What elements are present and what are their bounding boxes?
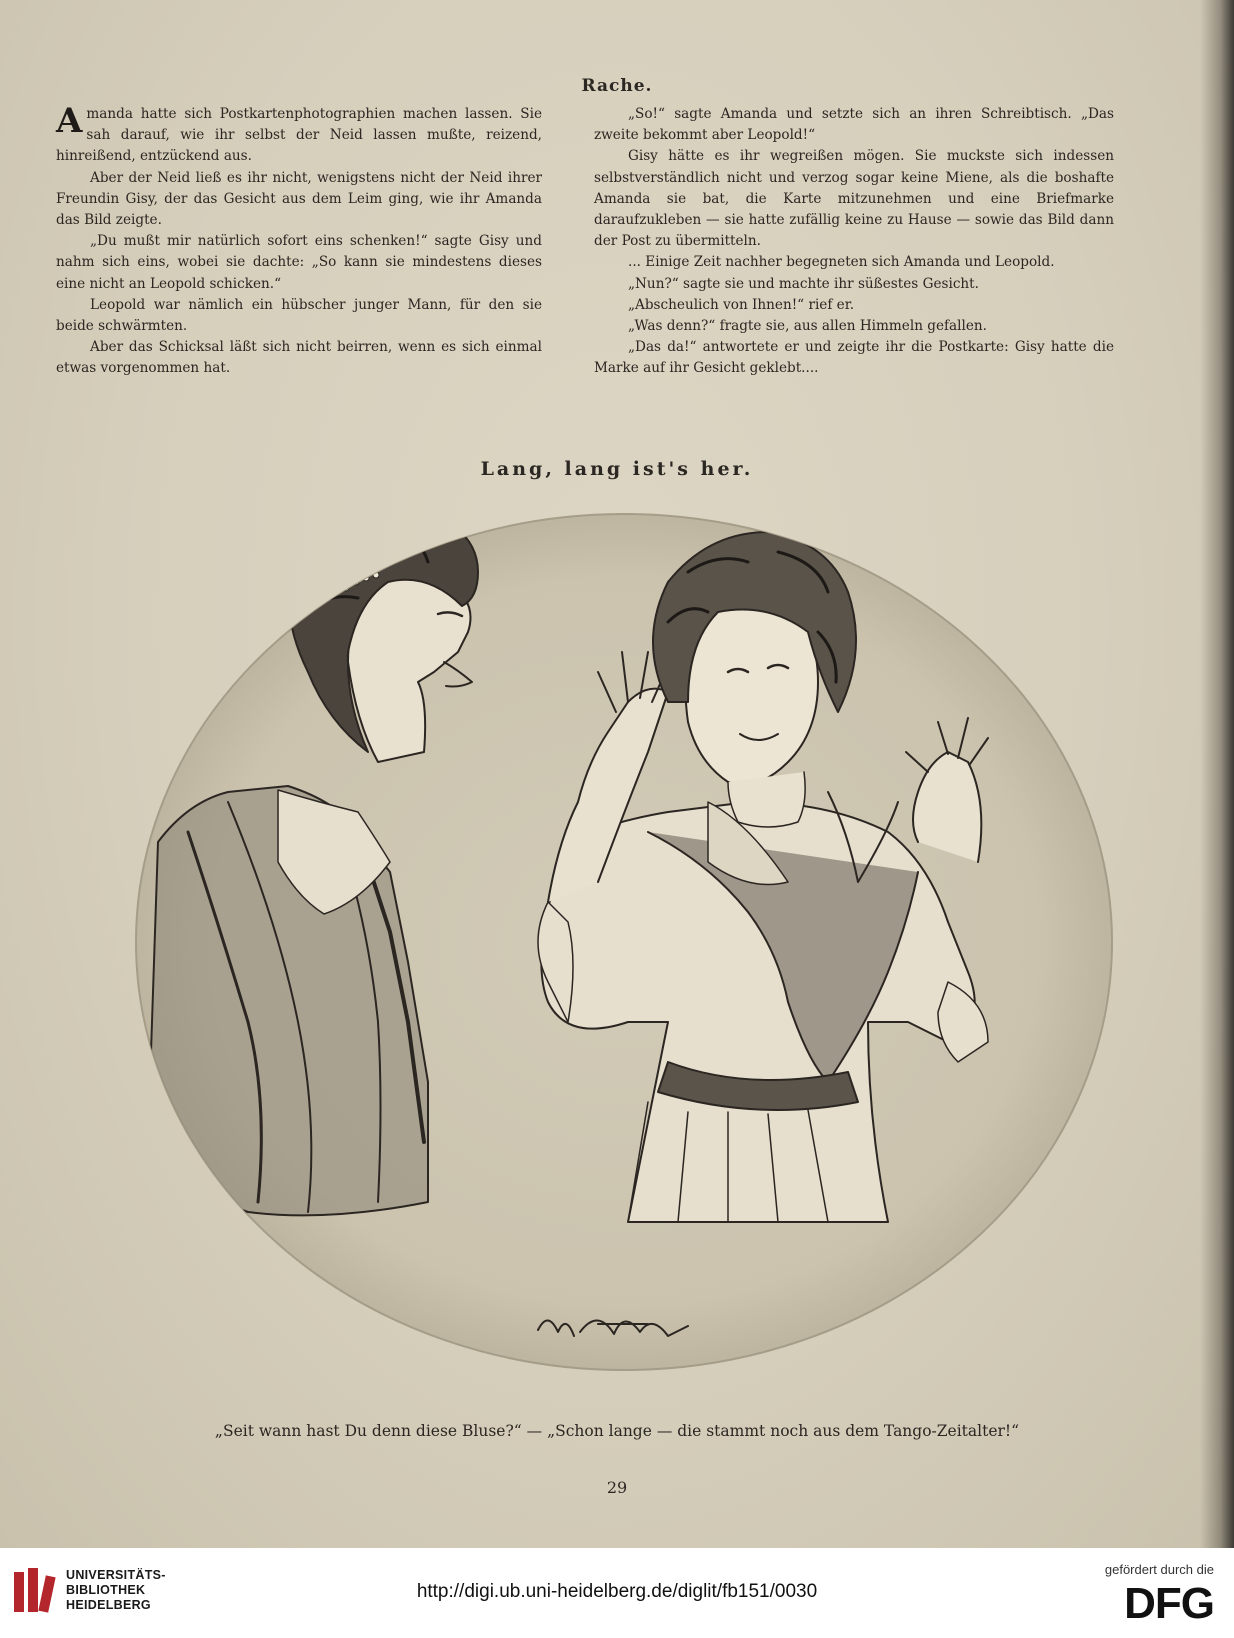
library-name-line: UNIVERSITÄTS-: [66, 1568, 166, 1582]
column-right: [594, 104, 1114, 380]
paragraph: „Das da!“ antwortete er und zeigte ihr die Postkarte: Gisy hatte die Marke auf ihr Gesicht geklebt....: [594, 339, 1114, 377]
paragraph: Aber der Neid ließ es ihr nicht, wenigstens nicht der Neid ihrer Freundin Gisy, der das Gesicht aus dem Leim ging, wie ihr Amanda das Bild zeigte.: [56, 169, 542, 229]
paragraph: ... Einige Zeit nachher begegneten sich Amanda und Leopold.: [628, 254, 1055, 271]
cartoon-title: Lang, lang ist's her.: [480, 458, 754, 480]
dfg-logo: DFG: [1124, 1579, 1214, 1628]
drop-cap: A: [56, 101, 83, 141]
paragraph: [56, 101, 542, 168]
paragraph: Gisy hätte es ihr wegreißen mögen. Sie muckste sich indessen selbstverständlich nicht und verzog sogar keine Miene, als die boshafte Amanda sie bat, die Karte mitzunehmen und eine Briefmarke daraufzukleben — sie hatte zufällig keine zu Hause — sowie das Bild dann der Post zu übermitteln.: [594, 148, 1114, 250]
paragraph: „Abscheulich von Ihnen!“ rief er.: [628, 296, 855, 313]
page-edge-shadow: [1200, 0, 1234, 1548]
funder-label: gefördert durch die: [1104, 1562, 1214, 1577]
library-name-line: BIBLIOTHEK: [66, 1583, 146, 1597]
paragraph: Leopold war nämlich ein hübscher junger Mann, für den sie beide schwärmten.: [56, 296, 542, 335]
paragraph: „Du mußt mir natürlich sofort eins schenken!“ sagte Gisy und nahm sich eins, wobei sie dachte: „So kann sie mindestens dieses eine nicht an Leopold schicken.“: [56, 233, 542, 292]
funder-block: [1064, 1562, 1214, 1629]
paragraph: Aber das Schicksal läßt sich nicht beirren, wenn es sich einmal etwas vorgenommen hat.: [56, 339, 542, 377]
paragraph: „Nun?“ sagte sie und machte ihr süßestes Gesicht.: [628, 275, 979, 292]
paragraph: „So!“ sagte Amanda und setzte sich an ihren Schreibtisch. „Das zweite bekommt aber Leopold!“: [594, 106, 1114, 144]
cartoon-caption: „Seit wann hast Du denn diese Bluse?“ — „Schon lange — die stammt noch aus dem Tango-Zeitalter!“: [214, 1422, 1020, 1440]
story-title: Rache.: [581, 76, 653, 96]
permalink-url[interactable]: http://digi.ub.uni-heidelberg.de/diglit/fb151/0030: [416, 1581, 818, 1602]
paragraph: „Was denn?“ fragte sie, aus allen Himmeln gefallen.: [628, 318, 987, 335]
column-left: [56, 101, 542, 380]
footer-bar: [0, 1548, 1234, 1638]
cartoon-illustration: [128, 502, 1120, 1372]
page-number: 29: [606, 1478, 628, 1497]
library-name-line: HEIDELBERG: [66, 1598, 151, 1612]
paragraph-text: manda hatte sich Postkartenphotographien machen lassen. Sie sah darauf, wie ihr selbst der Neid lassen mußte, reizend, hinreißend, entzückend aus.: [56, 106, 542, 165]
